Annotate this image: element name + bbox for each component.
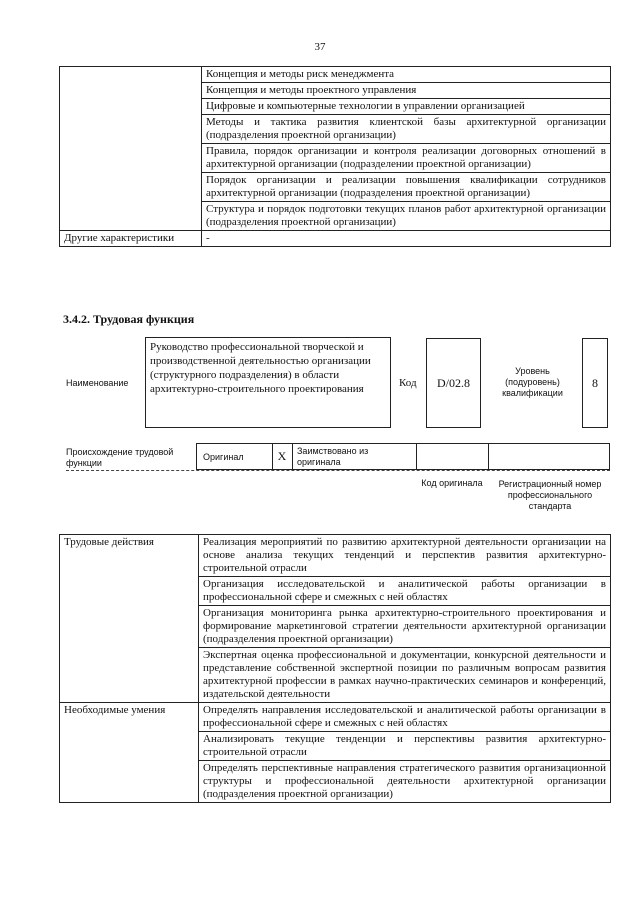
knowledge-table xyxy=(59,66,611,247)
table-row xyxy=(60,703,611,732)
table-row xyxy=(60,67,611,83)
page-number: 37 xyxy=(314,41,326,53)
labor-functions-table xyxy=(59,534,611,803)
knowledge-item: Методы и тактика развития клиентской базы архитектурной организации (подразделения проектной организации) xyxy=(202,115,611,144)
skill-item: Определять перспективные направления стратегического развития организационной структуры и профессиональной деятельности архитектурной организации (подразделения проектной организации) xyxy=(199,761,611,803)
knowledge-item: Порядок организации и реализации повышения квалификации сотрудников архитектурной организации (подразделения проектной организации) xyxy=(202,173,611,202)
knowledge-item: Цифровые и компьютерные технологии в управлении организацией xyxy=(202,99,611,115)
name-label: Наименование xyxy=(66,378,129,388)
other-characteristics-value: - xyxy=(202,231,611,247)
original-label: Оригинал xyxy=(203,452,244,462)
code-value-box: D/02.8 xyxy=(426,338,481,428)
skills-label: Необходимые умения xyxy=(60,703,199,803)
origin-label: Происхождение трудовой функции xyxy=(66,447,174,468)
function-name-box: Руководство профессиональной творческой и производственной деятельностью организации (структурного подразделения) в области архитектурно-строительного проектирования xyxy=(145,337,391,428)
level-value-box: 8 xyxy=(582,338,608,428)
action-item: Организация исследовательской и аналитической работы организации в профессиональной сфере и смежных с ней областях xyxy=(199,577,611,606)
table-row xyxy=(60,535,611,577)
section-title: 3.4.2. Трудовая функция xyxy=(63,312,195,326)
original-mark: X xyxy=(277,449,287,463)
skill-item: Анализировать текущие тенденции и перспективы развития архитектурно-строительной отрасли xyxy=(199,732,611,761)
level-label: Уровень (подуровень) квалификации xyxy=(502,365,563,398)
code-original-caption: Код оригинала xyxy=(421,477,483,488)
knowledge-item: Структура и порядок подготовки текущих планов работ архитектурной организации (подразделения проектной организации) xyxy=(202,202,611,231)
table-row xyxy=(60,231,611,247)
knowledge-item: Правила, порядок организации и контроля реализации договорных отношений в архитектурной организации (подразделении проектной организации) xyxy=(202,144,611,173)
actions-label: Трудовые действия xyxy=(60,535,199,703)
divider xyxy=(488,443,489,470)
knowledge-item: Концепция и методы риск менеджмента xyxy=(202,67,611,83)
skill-item: Определять направления исследовательской и аналитической работы организации в профессиональной сфере и смежных с ней областях xyxy=(199,703,611,732)
divider xyxy=(416,443,417,470)
action-item: Реализация мероприятий по развитию архитектурной деятельности организации на основе анализа текущих тенденций и перспектив развития архитектурно-строительной отрасли xyxy=(199,535,611,577)
action-item: Организация мониторинга рынка архитектурно-строительного проектирования и формирование маркетинговой стратегии деятельности архитектурной организации (подразделения проектной организации) xyxy=(199,606,611,648)
empty-label-cell xyxy=(60,67,202,231)
knowledge-item: Концепция и методы проектного управления xyxy=(202,83,611,99)
code-label: Код xyxy=(399,377,417,389)
registration-number-caption: Регистрационный номер профессионального стандарта xyxy=(498,478,602,511)
borrowed-label: Заимствовано из оригинала xyxy=(297,446,369,467)
other-characteristics-label: Другие характеристики xyxy=(60,231,202,247)
divider xyxy=(292,443,293,470)
action-item: Экспертная оценка профессиональной и документации, конкурсной деятельности и представление собственной экспертной позиции по различным вопросам развития архитектурной профессии в рамках научно-практических семинаров и конференций, издательской деятельности xyxy=(199,648,611,703)
